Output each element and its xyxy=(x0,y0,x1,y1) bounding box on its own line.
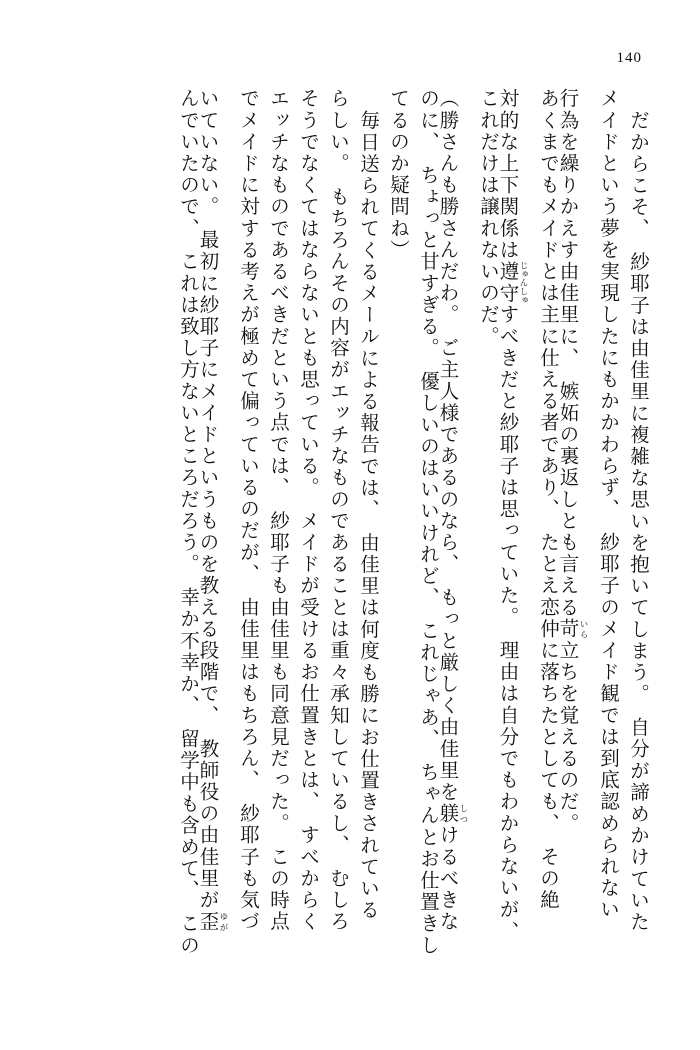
text-line: んでいたので、 これは致し方ないところだろう。 幸か不幸か、 留学中も含めて、 この xyxy=(177,88,200,957)
text-line: あくまでもメイドとは主に仕える者であり、 たとえ恋仲に落ちたとしても、 その絶 xyxy=(537,88,560,911)
text-line: エッチなものであるべきだという点では、 紗耶子も由佳里も同意見だった。 この時点 xyxy=(267,88,290,933)
text-line: そうでなくてはならないとも思っている。 メイドが受けるお仕置きとは、 すべからく xyxy=(297,88,320,933)
text-line: これだけは譲れないのだ。 xyxy=(477,88,500,348)
text-line: でメイドに対する考えが極めて偏っているのだが、 由佳里はもちろん、 紗耶子も気づ xyxy=(237,88,260,933)
page-number: 140 xyxy=(616,50,642,66)
text-line: 対的な上下関係は遵守じゅんしゅすべきだと紗耶子は思っていた。 理由は自分でもわからないが、 xyxy=(496,88,528,943)
text-line: メイドという夢を実現したにもかかわらず、 紗耶子のメイド観では到底認められない xyxy=(597,88,620,921)
vertical-text-body xyxy=(50,88,648,978)
text-line: 毎日送られてくるメールによる報告では、 由佳里は何度も勝にお仕置きされている xyxy=(357,110,380,922)
text-line: いていない。 最初に紗耶子にメイドというものを教える段階で、 教師役の由佳里が歪ゆが xyxy=(196,88,228,933)
text-line: てるのか疑問ね） xyxy=(387,88,410,261)
text-line: 行為を繰りかえす由佳里に、 嫉妬の裏返しとも言える苛いら立ちを覚えるのだ。 xyxy=(556,88,588,835)
text-line: のに、 ちょっと甘すぎる。 優しいのはいいけれど、 これじゃあ、 ちゃんとお仕置きし xyxy=(417,88,440,957)
text-line: らしい。 もちろんその内容がエッチなものであることは重々承知しているし、 むしろ xyxy=(327,88,350,933)
text-line: （勝さんも勝さんだわ。 ご主人様であるのなら、 もっと厳しく由佳里を躾しつけるべきな xyxy=(436,88,468,933)
text-line: だからこそ、 紗耶子は由佳里に複雑な思いを抱いてしまう。 自分が諦めかけていた xyxy=(627,110,650,933)
